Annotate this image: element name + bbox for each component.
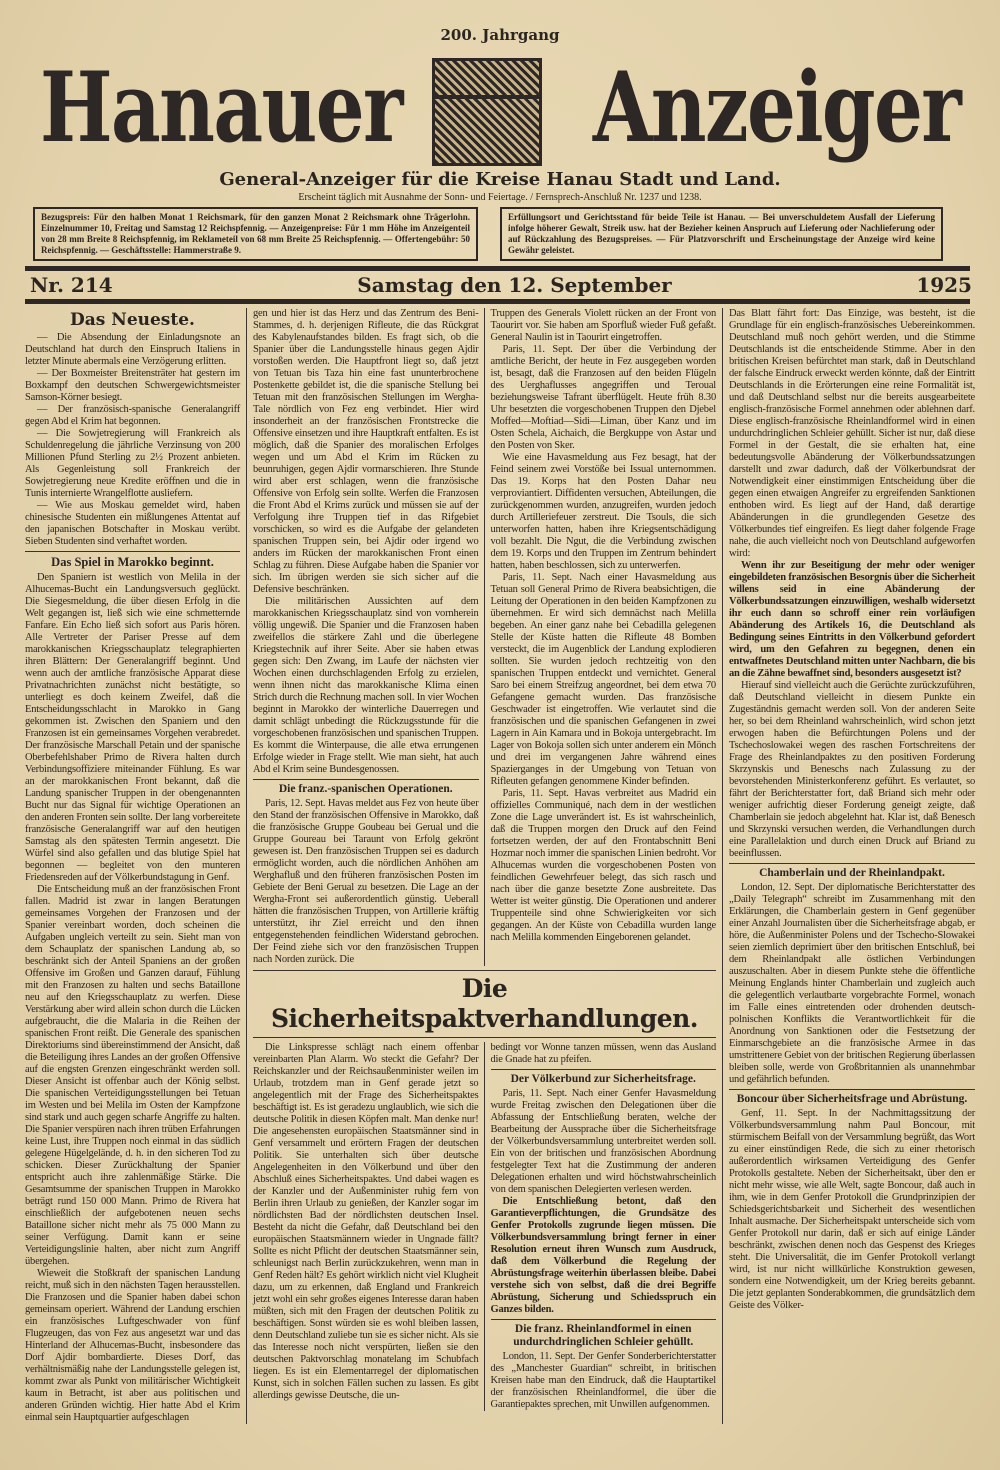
rule-bottom bbox=[25, 299, 970, 304]
paragraph: Wenn ihr zur Beseitigung der mehr oder weniger eingebildeten französischen Besorgnis über die Sicherheit willens seid in eine Abänderung der Völkerbundssatzungen einzuwilligen, weshalb widersetzt ihr euch dann so schroff einer rein vorläufigen Abänderung des Artikels 16, die Deutschland als Bedingung seines Eintritts in den Völkerbund gefordert wird, um den Gefahren zu begegnen, denen ein entwaffnetes Deutschland mitten unter Nachbarn, die bis an die Zähne bewaffnet sind, besonders ausgesetzt ist? bbox=[729, 560, 975, 679]
publication-info: Erscheint täglich mit Ausnahme der Sonn- und Feiertage. / Fernsprech-Anschluß Nr. 1237 und 1238. bbox=[298, 192, 702, 203]
column-4 bbox=[723, 308, 975, 1312]
column-1 bbox=[25, 308, 247, 1424]
subtitle: General-Anzeiger für die Kreise Hanau Stadt und Land. bbox=[219, 169, 781, 190]
columns-2-3 bbox=[253, 308, 716, 966]
paragraph: Paris, 11. Sept. Der über die Verbindung der amtliche Bericht, der heute in Fez ausgegeben worden ist, besagt, daß die Franzosen auf den beiden Flügeln des Uerghaflusses angegriffen und Teroual beziehungsweise Tafrant überflügelt. Heute früh 8.30 Uhr besetzten die vorgeschobenen Truppen den Djebel Moffed—Moftiad—Sidi—Liman, über Kanz und im Osten Schela, Aichaich, die Bergkuppe von Astar und den Posten von Sker. bbox=[490, 344, 716, 451]
headline-voelkerbund: Der Völkerbund zur Sicherheitsfrage. bbox=[510, 1073, 696, 1085]
divider bbox=[253, 779, 479, 780]
paragraph: gen und hier ist das Herz und das Zentrum des Beni-Stammes, d. h. derjenigen Rifleute, die das Rückgrat des Kabylenaufstandes bilden. Es fragt sich, ob die Spanier über die Landungsstelle hinaus gegen Ajdir vorstoßen werden. Die Hauptfront liegt so, daß jetzt von Tetuan bis Taza hin eine fast ununterbrochene Postenkette gebildet ist, die die spanische Stellung bei Tetuan mit den französischen Stellungen im Wergha-Tale nördlich von Fez eng verbindet. Hier wird insonderheit an der französischen Frontstrecke die Offensive einsetzen und ihre Hauptkraft entfalten. Es ist möglich, daß die Spanier des moralischen Erfolges wegen und um Abd el Krim im Rücken zu beunruhigen, gegen Ajdir vormarschieren. Ihre Stunde wird aber erst schlagen, wenn die französische Offensive von Erfolg sein sollte. Werfen die Franzosen die Front Abd el Krims zurück und müssen sie auf der Verfolgung ihre Truppen tief in das Rifgebiet vorschicken, so wird es die Aufgabe der gelandeten spanischen Truppen sein, bei Ajdir oder irgend wo anders im Rücken der marokkanischen Front einen Schlag zu führen. Diese Aufgabe haben die Spanier vor sich. Im übrigen werden sie sich sicher auf die Defensive beschränken. bbox=[253, 308, 479, 595]
issue-year: 1925 bbox=[916, 273, 972, 297]
divider bbox=[491, 1069, 717, 1070]
paragraph: Paris, 11. Sept. Havas verbreitet aus Madrid ein offizielles Communiqué, nach dem in der westlichen Zone die Lage unverändert ist. Es ist wahrscheinlich, daß die Truppen morgen den Druck auf den Feind fortsetzen werden, der auf den Frontabschnitt Beni Hozmar noch immer die spanischen Linien bedroht. Vor Alhucemas wurden die vorgeschobenen Posten von feindlichen Gewehrfeuer belegt, das sich rasch und nach über die ganze besetzte Zone ausbreitete. Das Wetter ist weiter günstig. Die Operationen und anderer Truppenteile sind ohne Schwierigkeiten vor sich gegangen. An der Küste von Cebadilla wurden lange nach Melilla kommenden Eingeborenen gelandet. bbox=[490, 788, 716, 943]
news-item: — Die Absendung der Einladungsnote an Deutschland hat durch den Einspruch Italiens in letzter Minute abermals eine Verzögerung erlitten. bbox=[25, 332, 240, 367]
page-body bbox=[25, 308, 975, 1424]
middle-section bbox=[247, 308, 723, 1424]
paragraph: bedingt vor Wonne tanzen müssen, wenn das Ausland die Gnade hat zu pfeifen. bbox=[490, 1042, 716, 1065]
crest-emblem-icon bbox=[432, 58, 542, 98]
paragraph: Die militärischen Aussichten auf dem marokkanischen Kriegsschauplatz sind von vornherein völlig ungewiß. Die Spanier und die Franzosen haben zweifellos die stärkere Zahl und die überlegene Kriegstechnik auf ihrer Seite. Aber sie haben etwas gegen sich: Den Zwang, im Laufe der nächsten vier Wochen einen durchschlagenden Erfolg zu erzielen, wenn ihnen nicht das marokkanische Klima einen Strich durch die Rechnung machen soll. In vier Wochen beginnt in Marokko der winterliche Dauerregen und damit schlägt unbedingt die Rückzugsstunde für die vorgeschobenen französischen und spanischen Truppen. Es kommt die Winterpause, die alle etwa errungenen Erfolge wieder in Frage stellt. Wie man sieht, hat auch Abd el Krim seine Bundesgenossen. bbox=[253, 596, 479, 775]
paragraph: Die Linkspresse schlägt nach einem offenbar vereinbarten Plan Alarm. Wo steckt die Gefahr? Der Reichskanzler und der Reichsaußenminister weilen im Urlaub, trotzdem man in Genf gerade jetzt so angelegentlich mit der Frage des Sicherheitspaktes beschäftigt ist. Es ist geradezu unglaublich, wie sich die deutsche Politik in diesen Köpfen malt. Man denke nur! Die angesehensten europäischen Staatsmänner sind in Genf versammelt und erörtern Fragen der deutschen Politik. Sie unterhalten sich über deutsche Angelegenheiten in den Völkerbund und über den Abschluß eines Sicherheitspaktes. Und dabei wagen es der Kanzler und der Außenminister ruhig fern von Berlin ihren Urlaub zu genießen, der Kanzler sogar im nördlichsten Bad der nördlichsten deutschen Insel. Besteht da nicht die Gefahr, daß Deutschland bei den europäischen Staatsmännern wieder in Ungnade fällt? Sollte es nicht Pflicht der deutschen Staatsmänner sein, schleunigst nach Berlin zurückzukehren, wenn man in Genf Reden hält? Es gehört wirklich nicht viel Klugheit dazu, um zu erkennen, daß England und Frankreich jetzt wohl ein sehr großes eigenes Interesse daran haben müßten, sich mit den Fragen der deutschen Politik zu beschäftigen. Sonst würden sie es wohl bleiben lassen, denn Deutschland zuliebe tun sie es sicher nicht. Als sie das Interesse noch nicht verspürten, ließen sie den deutschen Paktvorschlag monatelang im Schubfach liegen. Es ist ein Elementarregel der diplomatischen Kunst, sich in solchen Fällen suchen zu lassen. Es gibt allerdings gewisse Deutsche, die un- bbox=[253, 1042, 479, 1401]
issue-number: Nr. 214 bbox=[30, 273, 113, 297]
volume-label: 200. Jahrgang bbox=[440, 26, 560, 44]
paragraph: Paris, 12. Sept. Havas meldet aus Fez von heute über den Stand der französischen Offensive in Marokko, daß die französische Gruppe Goubeau bei Gerual und die Gruppe Goureau bei Taraunt von Erfolg gekrönt gewesen ist. Den französischen Truppen sei es dadurch ermöglicht worden, auch die nördlichen Anhöhen am Werghafluß und den früheren französischen Posten im Gebiete der Beni Gerual zu besetzen. Die Lage an der Wergha-Front sei außerordentlich günstig. Ueberall hätten die französischen Truppen, von Artillerie kräftig unterstützt, ihr Ziel erreicht und den ihnen entgegenstehenden feindlichen Widerstand gebrochen. Der Feind ziehe sich vor den französischen Truppen nach Norden zurück. Die bbox=[253, 798, 479, 965]
paragraph: London, 11. Sept. Der Genfer Sonderberichterstatter des „Manchester Guardian“ schreibt, in britischen Kreisen habe man den Eindruck, daß die Hauptartikel der französischen Rheinlandformel, die über die Garantiepaktes sprechen, mit Unwillen aufgenommen. bbox=[490, 1351, 716, 1410]
paragraph: Die Entscheidung muß an der französischen Front fallen. Madrid ist zwar in langen Beratungen gemeinsames Vorgehen der Franzosen und der Spanier vereinbart worden, doch scheinen die Aufgaben ungleich verteilt zu sein. Sieht man von dem Schauplatz der spanischen Landung ab, so beschränkt sich der Anteil Spaniens an der großen Offensive im Großen und Ganzen darauf, Fühlung mit den Franzosen zu halten und sechs Bataillone neu auf den Kriegsschauplatz zu werfen. Diese Verstärkung aber wird allein schon durch die Lücken aufgebraucht, die die Malaria in die Reihen der spanischen Front reißt. Die Generale des spanischen Direktoriums sind übereinstimmend der Ansicht, daß die Beteiligung ihres Landes an der großen Offensive auf die engsten Grenzen eingeschränkt werden soll. Dieser Ansicht ist offenbar auch der König selbst. Die spanischen Verteidigungsstellungen bei Tetuan im Westen und bei Melila im Osten der Kampfzone sind stark und auch gegen scharfe Angriffe zu halten. Die Spanier verspüren nach ihren trüben Erfahrungen keine Lust, ihre Truppen noch einmal in das südlich gelegene Hügelgelände, d. h. in den sicheren Tod zu schicken. Dieser Zurückhaltung der Spanier entspricht auch ihre zahlenmäßige Stärke. Die Gesamtsumme der spanischen Truppen in Marokko beträgt rund 150 000 Mann. Primo de Rivera hat einschließlich der aufgebotenen neuen sechs Bataillone sicher nicht mehr als 75 000 Mann zu seiner Verfügung. Damit kann er seine Verteidigungslinie halten, aber nicht zum Angriff übergehen. bbox=[25, 884, 240, 1267]
paragraph: Die Entschließung betont, daß den Garantieverpflichtungen, die Grundsätze des Genfer Protokolls zugrunde liegen müssen. Die Völkerbundsversammlung bringt ferner in einer Resolution erneut ihren Wunsch zum Ausdruck, daß dem Völkerbund die Regelung der Abrüstungsfrage weiterhin überlassen bleibe. Dabei verstehe sich von selbst, daß die drei Begriffe Abrüstung, Sicherung und Schiedsspruch ein Ganzes bilden. bbox=[490, 1196, 716, 1315]
title-right: Anzeiger bbox=[592, 51, 960, 164]
news-item: — Wie aus Moskau gemeldet wird, haben chinesische Studenten ein mißlungenes Attentat auf den japanischen Botschafter in Moskau verübt. Sieben Studenten sind verhaftet worden. bbox=[25, 500, 240, 547]
headline-chamberlain: Chamberlain und der Rheinlandpakt. bbox=[759, 867, 945, 879]
headline-rheinlandformel: Die franz. Rheinlandformel in einen undurchdringlichen Schleier gehüllt. bbox=[513, 1323, 694, 1348]
title-left: Hanauer bbox=[40, 51, 402, 164]
divider bbox=[729, 863, 975, 864]
headline-boncour: Boncour über Sicherheitsfrage und Abrüstung. bbox=[736, 1093, 968, 1105]
terms-box: Erfüllungsort und Gerichtsstand für beide Teile ist Hanau. — Bei unverschuldetem Ausfall der Lieferung infolge höherer Gewalt, Streik usw. hat der Bezieher keinen Anspruch auf Lieferung oder Nachlieferung oder auf Rückzahlung des Bezugspreises. — Für Platzvorschrift und Erscheinungstage der Anzeige wird keine Gewähr geleistet. bbox=[500, 207, 943, 261]
crest-emblem-icon bbox=[432, 96, 542, 166]
issue-date: Samstag den 12. September bbox=[357, 273, 672, 297]
news-item: — Die Sowjetregierung will Frankreich als Schuldenregelung die jährliche Verzinsung von 200 Millionen Pfund Sterling zu 2½ Prozent anbieten. Als Gegenleistung soll Frankreich der Sowjetregierung neue Kredite eröffnen und die in Tunis internierte Wrangelflotte ausliefern. bbox=[25, 428, 240, 499]
headline-neueste: Das Neueste. bbox=[70, 310, 195, 330]
paragraph: Genf, 11. Sept. In der Nachmittagssitzung der Völkerbundsversammlung nahm Paul Boncour, mit stürmischem Beifall von der Versammlung begrüßt, das Wort zu einer einstündigen Rede, die sich zu einer rhetorisch außerordentlich wirksamen Verteidigung des Genfer Protokolls gestaltete. Neben der Sicherheitsakt, über den er nicht mehr wisse, wie alle Welt, sagte Boncour, daß auch in ihm, wie in dem Genfer Protokoll die Grundprinzipien der Schiedsgerichtsbarkeit und Sicherheit des wesentlichen Inhalt ausmache. Der Sicherheitspakt unterscheide sich vom Genfer Protokoll nur darin, daß er sich auf einige Länder beschränkt, zwischen denen noch das Gespenst des Krieges steht. Die Universalität, die im Genfer Protokoll verlangt wird, ist nur nicht willkürliche Konstruktion gewesen, sondern eine Notwendigkeit, um der Krieg bereits gebannt. Die jetzt geplanten Sonderabkommen, die grundsätzlich dem Geiste des Völker- bbox=[729, 1108, 975, 1311]
dateline bbox=[30, 273, 972, 297]
news-item: — Der französisch-spanische Generalangriff gegen Abd el Krim hat begonnen. bbox=[25, 404, 240, 427]
headline-sicherheitspakt: Die Sicherheitspaktverhandlungen. bbox=[253, 970, 716, 1038]
headline-marokko: Das Spiel in Marokko beginnt. bbox=[51, 555, 214, 569]
divider bbox=[729, 1089, 975, 1090]
paragraph: London, 12. Sept. Der diplomatische Berichterstatter des „Daily Telegraph“ schreibt im Zusammenhang mit den Erklärungen, die Chamberlain gestern in Genf gegenüber einer Anzahl Journalisten über die Sicherheitsfrage abgab, er höre, die Außenminister Polens und der Tschecho-Slowakei seien ziemlich deprimiert über den britischen Entschluß, bei dem Rheinlandpakt alle östlichen Verbindungen auszuschalten. Aber in diesem Punkte stehe die öffentliche Meinung Englands hinter Chamberlain und zugleich auch die gelegentlich verlautbarte vorgebrachte Formel, wonach im Falle eines eintretenden oder drohenden deutsch-polnischen Konflikts die Verantwortlichkeit für die Anordnung von Sanktionen oder die Festsetzung der Einmarschgebiete an die französische Armee in das umstrittenere Gebiet von der britischen Regierung überlassen bleiben solle, werde von Großbritannien als unannehmbar und gefährlich befunden. bbox=[729, 882, 975, 1085]
paragraph: Wie eine Havasmeldung aus Fez besagt, hat der Feind seinem zwei Vorstöße bei Issual unternommen. Das 19. Korps hat den Posten Dahar neu verproviantiert. Diffidenten versuchen, Abteilungen, die zurückgenommen wurden, anzugreifen, wurden jedoch durch Artilleriefeuer zerstreut. Die Tsouls, die sich unterworfen hatten, haben ihre Kriegsentschädigung voll bezahlt. Die Ngut, die die Verbindung zwischen dem 19. Korps und den Truppen im Zentrum behindert hatten, haben beschlossen, sich zu unterwerfen. bbox=[490, 452, 716, 571]
paragraph: Das Blatt fährt fort: Das Einzige, was besteht, ist die Grundlage für ein englisch-französisches Uebereinkommen. Deutschland muß noch gehört werden, und die Stimme Deutschlands ist die entscheidende Stimme. Aber in den britischen Kreisen befürchtet man stark, daß in Deutschland der falsche Eindruck erweckt werden könnte, daß der Eintritt Deutschlands in die Erörterungen eine reine Formalität ist, und daß Deutschland selbst nur die bereits ausgearbeitete englisch-französische Formel annehmen oder ablehnen darf. Diese englisch-französische Rheinlandformel wird in einen undurchdringlichen Schleier gehüllt. Sicher ist nur, daß diese Formel in der Gestalt, die sie erhalten hat, eine bedeutungsvolle Abänderung der Völkerbundssatzungen darstellt und zwar dadurch, daß der Völkerbundsrat der Notwendigkeit einer einstimmigen Entscheidung über die gegen einen etwaigen Angreifer zu ergreifenden Sanktionen enthoben wird. Es liegt auf der Hand, daß derartige Abänderungen in die grundlegenden Gesetze des Völkerbundes tief eingreifen. Es liegt daher folgende Frage nahe, die auch vielleicht noch von Deutschland aufgeworfen wird: bbox=[729, 308, 975, 559]
paragraph: Den Spaniern ist westlich von Melila in der Alhucemas-Bucht ein Landungsversuch geglückt. Die Siegesmeldung, die über diesen Erfolg in die Welt gegangen ist, ließ sich wie eine schmetternde Fanfare. Ein Echo ließ sich sofort aus Paris hören. Alle Vertreter der Pariser Presse auf dem marokkanischen Kriegsschauplatz telegraphierten ihren Blättern: Der Generalangriff beginnt. Und wenn auch der amtliche französische Apparat diese Privatnachrichten zunächst nicht bestätigte, so unterliegt es doch keinem Zweifel, daß die Entscheidungsschlacht in Marokko in Gang gekommen ist. Zwischen den Spaniern und den Franzosen ist ein gemeinsames Vorgehen verabredet. Der französische Marschall Petain und der spanische Oberbefehlshaber Primo de Rivera halten durch Verbindungsoffiziere miteinander Fühlung. Es war an der marokkanischen Front bekannt, daß die Landung spanischer Truppen in der obengenannten Bucht nur das Signal für wichtige Operationen an den anderen Fronten sein sollte. Der lang vorbereitete französische Generalangriff war auf den heutigen Samstag als den spätesten Termin angesetzt. Die Würfel sind also gefallen und das blutige Spiel hat begonnen — begleitet von den munteren Friedensreden auf der Völkerbundstagung in Genf. bbox=[25, 572, 240, 883]
divider bbox=[25, 551, 240, 552]
rule-top bbox=[25, 266, 970, 271]
paragraph: Hierauf sind vielleicht auch die Gerüchte zurückzuführen, daß Deutschland vielleicht in diesem Punkte ein Zugeständnis gemacht werden soll. Von der anderen Seite her, so bei dem Rheinland wahrscheinlich, wird schon jetzt erwogen haben die Befürchtungen Polens und der Tschechoslowakei wegen des raschen Fortschreitens der Frage des Rheinlandpaktes zu den positiven Forderung Skrzynskis und Beneschs nach Zulassung zu der bevorstehenden Ministerkonferenz geführt. Es verlautet, so fährt der Berichterstatter fort, daß Briand sich mehr oder weniger aufrichtig dieser Forderung geneigt zeigte, daß Chamberlain sie jedoch abgelehnt hat. Klar ist, daß Benesch und Skrzynski versuchen werden, die Verhandlungen durch eine Parallelaktion und durch einen Druck auf Briand zu beeinflussen. bbox=[729, 680, 975, 859]
paragraph: Truppen des Generals Violett rücken an der Front von Taourirt vor. Sie haben am Sporfluß wieder Fuß gefaßt. General Naulin ist in Taourirt eingetroffen. bbox=[490, 308, 716, 343]
paragraph: Paris, 11. Sept. Nach einer Havasmeldung aus Tetuan soll General Primo de Rivera beabsichtigen, die Leitung der Operationen in den beiden Kampfzonen zu übernehmen. Er wird sich demnächst nach Melilla begeben. An einer ganz nahe bei Cebadilla gelegenen Stelle der Küste hatten die Rifleute 48 Bomben versteckt, die im Augenblick der Landung explodieren sollten. Sie wurden jedoch rechtzeitig von den spanischen Truppen entdeckt und vernichtet. General Saro bei einem Streifzug angeordnet, bei dem etwa 70 Gefangene gemacht wurden. Das französische Geschwader ist eingetroffen. Wie verlautet sind die französischen und die spanischen Gefangenen in zwei Lagern in Ain Kamara und in Bokoja untergebracht. Im Lager von Bokoja sollen sich unter anderem ein Mönch und drei im vergangenen Jahre während eines Spazierganges in der Umgebung von Tetuan von Rifleuten gefangen genommene Kinder befinden. bbox=[490, 572, 716, 787]
headline-operationen: Die franz.-spanischen Operationen. bbox=[278, 783, 453, 795]
subscription-box: Bezugspreis: Für den halben Monat 1 Reichsmark, für den ganzen Monat 2 Reichsmark ohne Trägerlohn. Einzelnummer 10, Freitag und Samstag 12 Reichspfennig. — Anzeigenpreise: Für 1 mm Höhe im Anzeigenteil von 28 mm Breite 8 Reichspfennig, im Reklameteil von 68 mm Breite 25 Reichspfennig. — Offertengebühr: 50 Reichspfennig. — Geschäftsstelle: Hammerstraße 9. bbox=[33, 207, 478, 261]
news-item: — Der Boxmeister Breitensträter hat gestern im Boxkampf den deutschen Schwergewichtsmeister Samson-Körner besiegt. bbox=[25, 368, 240, 403]
paragraph: Paris, 11. Sept. Nach einer Genfer Havasmeldung wurde Freitag zwischen den Delegationen über die Abfassung der Entschließung beraten, welche der Bearbeitung der Aussprache über die Sicherheitsfrage der Völkerbundsversammlung unterbreitet werden soll. Ein von der britischen und französischen Abordnung festgelegter Text hat die Zustimmung der anderen Delegationen erhalten und wird höchstwahrscheinlich von dem spanischen Delegierten verlesen werden. bbox=[490, 1088, 716, 1195]
divider bbox=[491, 1319, 717, 1320]
pakt-columns bbox=[253, 1042, 716, 1411]
paragraph: Wieweit die Stoßkraft der spanischen Landung reicht, muß sich in den nächsten Tagen herausstellen. Die Franzosen und die Spanier haben dabei schon gemeinsam operiert. Während der Landung erschien ein französisches Luftgeschwader von fünf Flugzeugen, das von Fez aus angesetzt war und das Hinterland der Alhucemas-Bucht, insbesondere das Dorf Ajdir bombardierte. Dieses Dorf, das verhältnismäßig nahe der Landungsstelle gelegen ist, kommt zwar als Punkt von militärischer Wichtigkeit kaum in Betracht, ist aber aus politischen und anderen Gründen wichtig. Hier hatte Abd el Krim einmal sein Hauptquartier aufgeschlagen bbox=[25, 1268, 240, 1423]
